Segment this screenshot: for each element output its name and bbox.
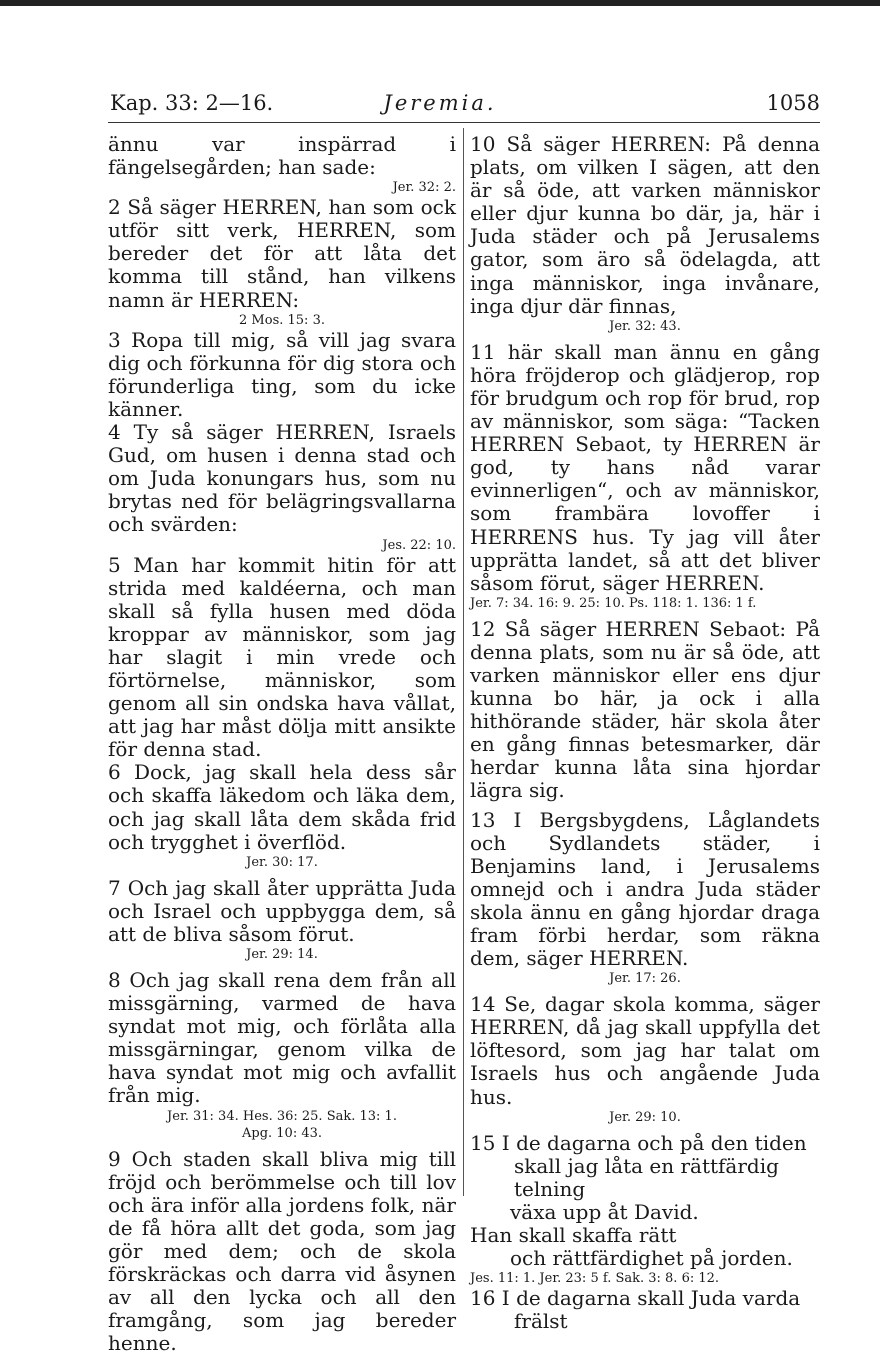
verse-intro: ännu var inspärrad i fängelsegården; han sade: — [108, 132, 456, 180]
column-divider — [463, 128, 464, 1196]
verse-10: 10 Så säger HERREN: På denna plats, om vilken I sägen, att den är så öde, att varken människor eller djur kunna bo där, ja, här i Juda städer och på Jerusalems gator, som äro så ödelagda, att inga människor, inga invånare, inga djur där finnas, — [470, 132, 820, 318]
verse-15-poem — [470, 1132, 820, 1271]
verse-8: 8 Och jag skall rena dem från all missgärning, varmed de hava syndat mot mig, och förlåta alla missgärningar, genom vilka de hava syndat mot mig och avfallit från mig. — [108, 968, 456, 1108]
verse-11: 11 här skall man ännu en gång höra fröjderop och glädjerop, rop för brudgum och rop för brud, rop av människor, som säga: “Tacken HERREN Sebaot, ty HERREN är god, ty hans nåd varar evinnerligen“, och av människor, som frambära lovoffer i HERRENS hus. Ty jag vill åter upprätta landet, så att det bliver såsom förut, säger HERREN. — [470, 339, 820, 595]
cross-reference: 2 Mos. 15: 3. — [239, 312, 325, 328]
cross-reference: Jer. 7: 34. 16: 9. 25: 10. Ps. 118: 1. 136: 1 f. — [470, 595, 757, 611]
book-title: Jeremia. — [383, 91, 497, 115]
cross-reference: Apg. 10: 43. — [241, 1125, 323, 1141]
verse-9: 9 Och staden skall bliva mig till fröjd och berömmelse och till lov och ära inför alla jordens folk, när de få höra allt det goda, som jag gör med dem; och de skola förskräckas och darra vid åsynen av all den lycka och all den framgång, som jag bereder henne. — [108, 1146, 456, 1355]
verse-13: 13 I Bergsbygdens, Låglandets och Sydlandets städer, i Benjamins land, i Jerusalems omnejd och i andra Juda städer skola ännu en gång hjordar draga fram förbi herdar, som räkna dem, säger HERREN. — [470, 807, 820, 971]
poem-line: och rättfärdighet på jorden. — [510, 1246, 793, 1271]
verse-4: 4 Ty så säger HERREN, Israels Gud, om husen i denna stad och om Juda konungars hus, som nu brytas ned för belägringsvallarna och svärden: — [108, 420, 456, 537]
poem-line: 16 I de dagarna skall Juda varda — [470, 1286, 801, 1311]
verse-16-poem — [470, 1287, 820, 1333]
verse-5: 5 Man har kommit hitin för att strida med kaldéerna, och man skall så fylla husen med döda kroppar av människor, som jag har slagit i min vrede och förtörnelse, människor, som genom all sin ondska hava vållat, att jag har måst dölja mitt ansikte för denna stad. — [108, 552, 456, 762]
verse-6: 6 Dock, jag skall hela dess sår och skaffa läkedom och läka dem, och jag skall låta dem skåda frid och trygghet i överflöd. — [108, 760, 456, 854]
page-number: 1058 — [766, 91, 820, 115]
poem-line: växa upp åt David. — [510, 1199, 699, 1224]
cross-reference: Jer. 17: 26. — [609, 971, 681, 987]
poem-line: 15 I de dagarna och på den tiden — [470, 1130, 807, 1155]
page-top-border — [0, 0, 880, 6]
header-rule — [108, 122, 820, 123]
chapter-reference: Kap. 33: 2—16. — [110, 91, 274, 115]
cross-reference: Jes. 22: 10. — [382, 537, 456, 553]
poem-line: Han skall skaffa rätt — [470, 1223, 677, 1248]
verse-12: 12 Så säger HERREN Sebaot: På denna plats, som nu är så öde, att varken människor eller ens djur kunna bo här, ja ock i alla hithörande städer, här skola åter en gång finnas betesmarker, där herdar kunna låta sina hjordar lägra sig. — [470, 616, 820, 803]
cross-reference: Jer. 29: 14. — [246, 947, 318, 962]
cross-reference: Jes. 11: 1. Jer. 23: 5 f. Sak. 3: 8. 6: 12. — [470, 1271, 720, 1287]
cross-reference: Jer. 32: 2. — [392, 180, 456, 196]
poem-line: frälst — [514, 1309, 568, 1334]
cross-reference: Jer. 32: 43. — [609, 318, 681, 334]
verse-3: 3 Ropa till mig, så vill jag svara dig och förkunna för dig stora och förunderliga ting, som du icke känner. — [108, 327, 456, 421]
verse-7: 7 Och jag skall åter upprätta Juda och Israel och uppbygga dem, så att de bliva såsom förut. — [108, 875, 456, 946]
verse-14: 14 Se, dagar skola komma, säger HERREN, då jag skall uppfylla det löftesord, som jag har talat om Israels hus och angående Juda hus. — [470, 992, 820, 1109]
left-column — [108, 133, 456, 1355]
verse-2: 2 Så säger HERREN, han som ock utför sitt verk, HERREN, som bereder det för att låta det komma till stånd, han vilkens namn är HERREN: — [108, 195, 456, 312]
cross-reference: Jer. 29: 10. — [609, 1109, 681, 1125]
poem-line: skall jag låta en rättfärdig telning — [514, 1153, 779, 1201]
cross-reference: Jer. 30: 17. — [246, 854, 318, 870]
right-column — [470, 133, 820, 1333]
cross-reference: Jer. 31: 34. Hes. 36: 25. Sak. 13: 1. — [167, 1108, 397, 1124]
